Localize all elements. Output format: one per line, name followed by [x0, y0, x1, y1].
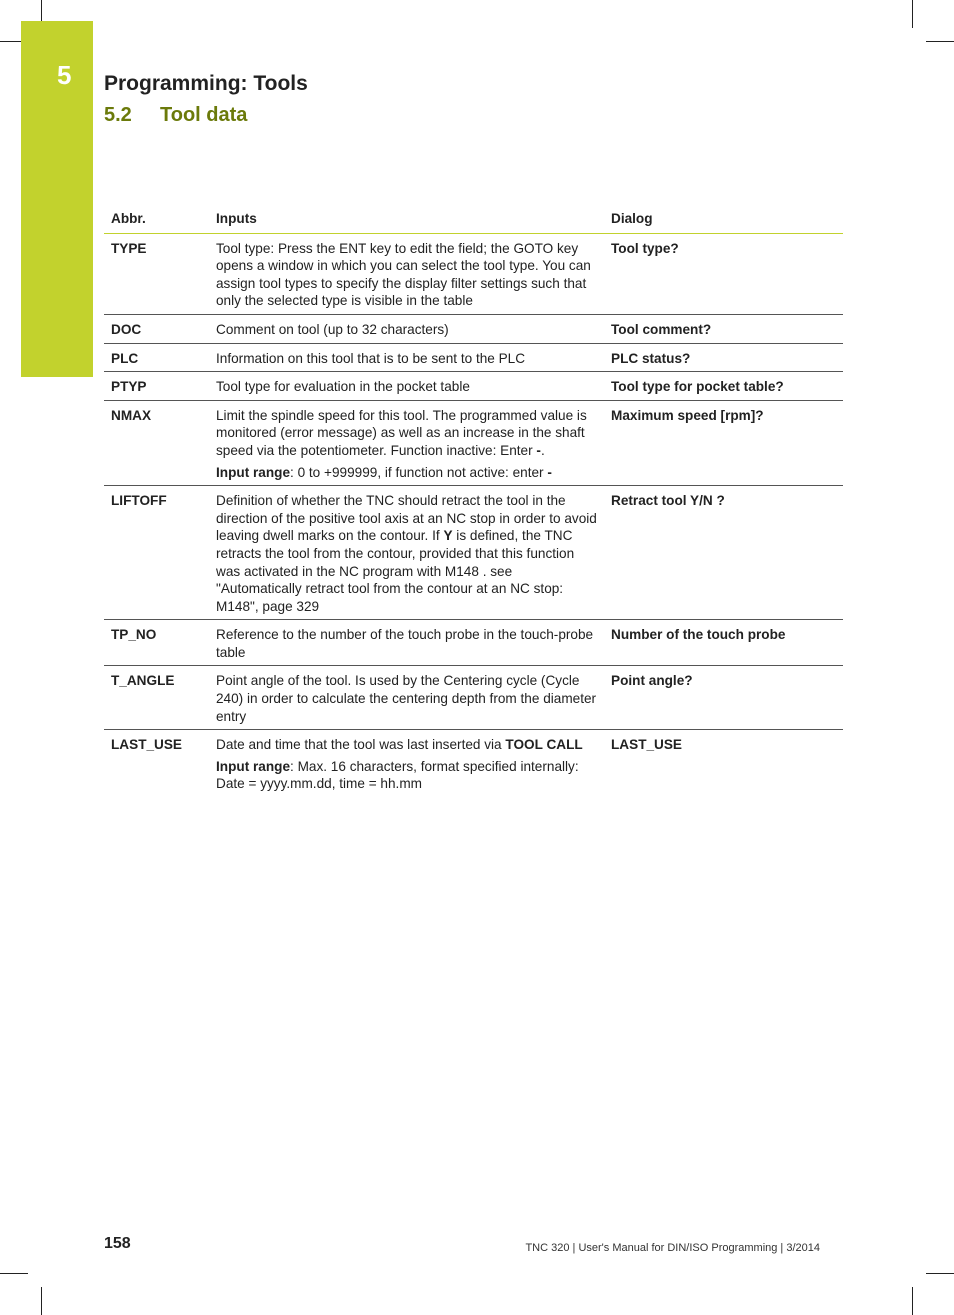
input-range-emphasis: - [547, 464, 552, 480]
table-row [104, 400, 843, 485]
table-row [104, 620, 843, 666]
abbr-cell: NMAX [104, 400, 209, 485]
crop-mark [926, 1273, 954, 1274]
input-range-label: Input range [216, 758, 291, 774]
dialog-cell: Tool type? [604, 233, 843, 314]
page-number: 158 [104, 1235, 131, 1252]
input-range-paragraph [216, 464, 598, 482]
footer-text: TNC 320 | User's Manual for DIN/ISO Programming | 3/2014 [525, 1242, 820, 1254]
inputs-cell [209, 400, 604, 485]
dialog-cell: PLC status? [604, 343, 843, 372]
inputs-paragraph [216, 407, 598, 460]
inputs-cell: Reference to the number of the touch probe in the touch-probe table [209, 620, 604, 666]
inputs-cell: Tool type: Press the ENT key to edit the field; the GOTO key opens a window in which you can select the tool type. You can assign tool types to specify the display filter settings such that only the selected type is visible in the table [209, 233, 604, 314]
inputs-cell [209, 486, 604, 620]
crop-mark [0, 1273, 28, 1274]
chapter-number: 5 [57, 60, 72, 90]
abbr-cell: T_ANGLE [104, 666, 209, 730]
crop-mark [926, 41, 954, 42]
table-row [104, 486, 843, 620]
crop-mark [912, 0, 913, 28]
dialog-cell: Tool type for pocket table? [604, 372, 843, 401]
dialog-cell: Retract tool Y/N ? [604, 486, 843, 620]
inputs-text: Date and time that the tool was last inserted via [216, 737, 506, 753]
abbr-cell: LAST_USE [111, 737, 183, 753]
inputs-text: Limit the spindle speed for this tool. The programmed value is monitored (error message) as well as an increase in the shaft speed via the potentiometer. Function inactive: Enter [216, 407, 587, 458]
input-range-text: : 0 to +999999, if function not active: enter [290, 464, 548, 480]
abbr-cell: TP_NO [104, 620, 209, 666]
table-row [104, 233, 843, 314]
chapter-title: Programming: Tools [104, 72, 308, 95]
abbr-cell: DOC [104, 314, 209, 343]
inputs-cell: Tool type for evaluation in the pocket table [209, 372, 604, 401]
inputs-cell: Point angle of the tool. Is used by the Centering cycle (Cycle 240) in order to calculate the centering depth from the diameter entry [209, 666, 604, 730]
dialog-cell: Maximum speed [rpm]? [604, 400, 843, 485]
inputs-cell [209, 730, 604, 797]
table-row [104, 372, 843, 401]
input-range-paragraph [216, 758, 598, 793]
table-header-row [104, 205, 843, 233]
dialog-cell: Number of the touch probe [604, 620, 843, 666]
inputs-emphasis: - [536, 442, 541, 458]
abbr-cell: PTYP [104, 372, 209, 401]
inputs-cell: Information on this tool that is to be sent to the PLC [209, 343, 604, 372]
crop-mark [41, 1287, 42, 1315]
abbr-cell: PLC [104, 343, 209, 372]
column-header-abbr: Abbr. [104, 205, 209, 233]
inputs-paragraph [216, 736, 598, 754]
table-row [104, 666, 843, 730]
table-row [104, 314, 843, 343]
inputs-text: Definition of whether the TNC should retract the tool in the direction of the positive tool axis at an NC stop in order to avoid leaving dwell marks on the contour. If [216, 493, 597, 544]
input-range-text: : Max. 16 characters, format specified internally: Date = yyyy.mm.dd, time = hh.mm [216, 758, 579, 792]
tool-data-table [104, 205, 843, 797]
dialog-cell: Point angle? [604, 666, 843, 730]
dialog-cell: Tool comment? [604, 314, 843, 343]
dialog-cell: LAST_USE [611, 737, 683, 753]
table-row [104, 730, 843, 797]
section-title: Tool data [160, 104, 248, 126]
column-header-dialog: Dialog [604, 205, 843, 233]
inputs-emphasis: TOOL CALL [505, 737, 583, 753]
input-range-label: Input range [216, 464, 291, 480]
inputs-emphasis: Y [443, 528, 453, 544]
table-row [104, 343, 843, 372]
inputs-cell: Comment on tool (up to 32 characters) [209, 314, 604, 343]
inputs-text: is defined, the TNC retracts the tool from the contour, provided that this function was activated in the NC program with M148 . see "Automatically retract tool from the contour at an NC stop: M148", page 329 [216, 528, 575, 614]
inputs-text: . [540, 442, 545, 458]
section-number: 5.2 [104, 104, 132, 126]
abbr-cell: LIFTOFF [104, 486, 209, 620]
abbr-cell: TYPE [104, 233, 209, 314]
crop-mark [912, 1287, 913, 1315]
column-header-inputs: Inputs [209, 205, 604, 233]
